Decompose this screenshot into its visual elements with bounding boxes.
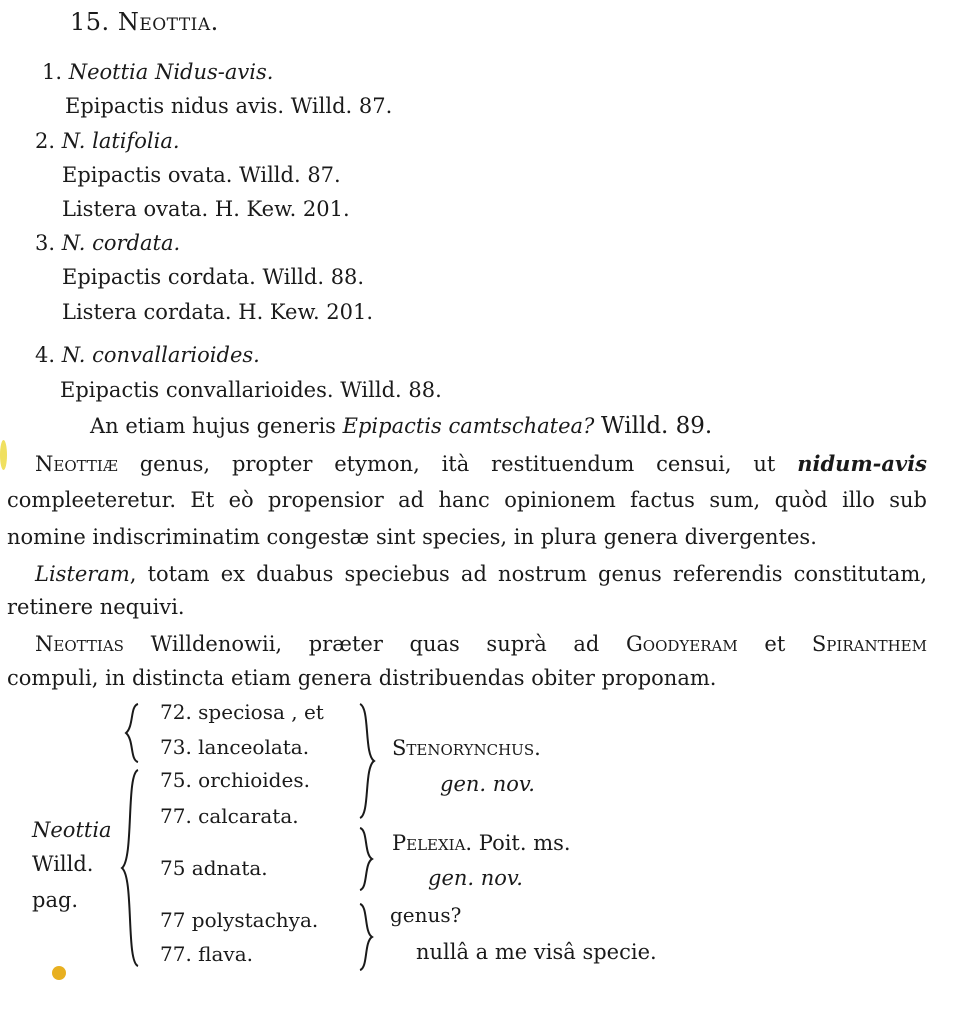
paragraph-line: retinere nequivi. [7,595,185,619]
genus-reference: Spiranthem [811,632,927,656]
paragraph-line [35,564,927,585]
right-brace-pelexia [356,826,378,892]
table-row: 77. flava. [160,942,254,966]
left-brace-large [118,768,142,968]
paragraph-line: compleeteretur. Et eò propensior ad hanc opinionem factus sum, quòd illo sub [7,488,927,512]
synonym-line: Epipactis nidus avis. Willd. 87. [65,94,393,118]
genus-reference: Goodyeram [626,632,738,656]
query-text: An etiam hujus generis [90,414,336,438]
species-name: N. convallarioides. [61,343,260,367]
group-genus: Stenorynchus. [392,736,541,760]
query-line [90,415,712,438]
right-brace-stenorynchus [356,702,378,820]
group-note: gen. nov. [440,772,535,796]
paragraph-text: , totam ex duabus speciebus ad nostrum genus referendis constitutam, [129,562,927,586]
genus-lead: Neottiæ [35,452,118,476]
species-entry [42,62,273,83]
genus-name: Neottia. [117,8,219,36]
table-row: 77 polystachya. [160,908,319,932]
synonym-line: Epipactis convallarioides. Willd. 88. [60,378,442,402]
paragraph-line: compuli, in distincta etiam genera distribuendas obiter proponam. [7,666,717,690]
species-entry [35,131,180,152]
genus-lead: Listeram [35,562,130,586]
genus-heading [70,10,219,34]
group-genus: Pelexia. [392,831,473,855]
table-row: 75 adnata. [160,856,268,880]
species-number: 2. [35,129,56,153]
table-left-label: Neottia [32,818,112,842]
paragraph-text: Willdenowii, præter quas suprà ad [150,632,600,656]
species-name: N. cordata. [61,231,181,255]
synonym-line: Epipactis ovata. Willd. 87. [62,163,341,187]
group-genus: genus? [390,903,462,927]
paragraph-line [35,634,927,655]
query-name: Epipactis camtschatea? [342,414,595,438]
synonym-line: Listera cordata. H. Kew. 201. [62,300,374,324]
group-note: gen. nov. [428,866,523,890]
synonym-line: Epipactis cordata. Willd. 88. [62,265,365,289]
table-row: 72. speciosa , et [160,700,324,724]
left-brace-small [122,702,142,764]
table-row: 77. calcarata. [160,804,299,828]
group-genus-line [392,833,571,854]
genus-lead: Neottias [35,632,124,656]
yellow-stain-mark [52,966,66,980]
species-name: Neottia Nidus-avis. [68,60,274,84]
table-left-label: Willd. [32,852,94,876]
paragraph-line: nomine indiscriminatim congestæ sint species, in plura genera divergentes. [7,525,817,549]
paragraph-text: et [764,632,786,656]
species-entry [35,233,180,254]
query-ref: Willd. 89. [601,413,713,439]
table-left-label: pag. [32,888,79,912]
group-note: nullâ a me visâ specie. [416,940,657,964]
synonym-line: Listera ovata. H. Kew. 201. [62,197,350,221]
species-number: 3. [35,231,56,255]
paragraph-line [35,453,927,475]
species-name: N. latifolia. [61,129,180,153]
yellow-stain-mark [0,440,7,470]
species-entry [35,345,260,366]
genus-number: 15. [70,8,110,36]
species-number: 4. [35,343,56,367]
paragraph-text: genus, propter etymon, ità restituendum censui, ut [139,452,776,476]
term-text: nidum-avis [797,451,927,476]
right-brace-genus [356,902,378,972]
species-number: 1. [42,60,63,84]
table-row: 75. orchioides. [160,768,310,792]
group-author: Poit. ms. [478,831,571,855]
table-row: 73. lanceolata. [160,735,310,759]
